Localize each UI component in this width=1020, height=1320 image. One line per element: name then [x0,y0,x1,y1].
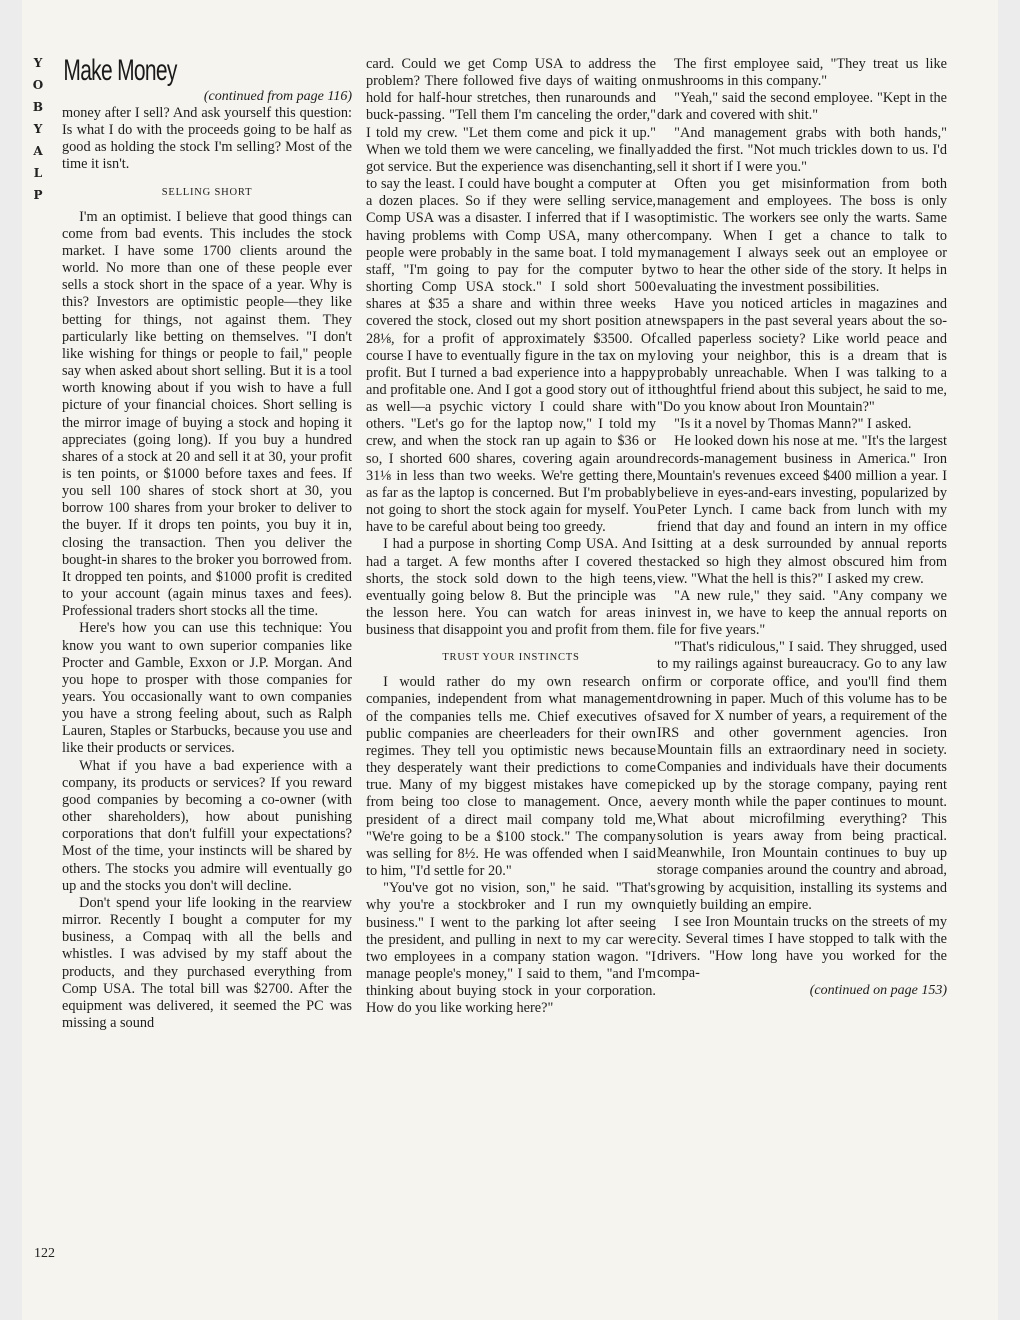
magazine-page [22,0,998,1320]
paragraph: Here's how you can use this technique: You know you want to own superior companies like Procter and Gamble, Exxon or J.P. Morgan. And you hope to prosper with those companies for years. You occasionally want to own companies you have a strong feeling about, such as Ralph Lauren, Staples or Starbucks, because you use and like their products or services. [62,620,352,757]
paragraph: "That's ridiculous," I said. They shrugged, used to my railings against bureaucracy. Go to any law firm or corporate office, and you'll find them drowning in paper. Much of this volume has to be saved for X number of years, a requirement of the IRS and other government agencies. Iron Mountain fills an extraordinary need in society. Companies and individuals have their documents picked up by the storage company, paying rent every month while the paper continues to mount. What about microfilming everything? This solution is years away from being practical. Meanwhile, Iron Mountain continues to buy up storage companies around the country and abroad, growing by acquisition, installing its systems and quietly building an empire. [657,639,947,913]
paragraph: He looked down his nose at me. "It's the largest records-management business in America." Iron Mountain's revenues exceed $400 million a year. I believe in eyes-and-ears investing, popularized by Peter Lynch. I came back from lunch with my friend that day and found an intern in my office sitting at a desk surrounded by annual reports stacked so high they almost obscured him from view. "What the hell is this?" I asked my crew. [657,433,947,587]
paragraph: Don't spend your life looking in the rearview mirror. Recently I bought a computer for my business, a Compaq with all the bells and whistles. I was advised by my staff about the products, and they purchased everything from Comp USA. The total bill was $2700. After the equipment was delivered, it seemed the PC was missing a sound [62,894,352,1031]
article-title: Make Money [63,54,177,87]
masthead-letter: Y [33,122,43,136]
masthead-letter: O [32,78,44,92]
page-number: 122 [34,1246,55,1261]
masthead-letter: L [33,166,43,180]
paragraph: "And management grabs with both hands," added the first. "Not much trickles down to us. I'd sell it short if I were you." [657,124,947,175]
masthead-letter: Y [33,56,43,70]
section-heading-selling-short: SELLING SHORT [161,186,253,198]
masthead-vertical [28,52,48,206]
paragraph: "Is it a novel by Thomas Mann?" I asked. [674,416,912,433]
column-3 [657,56,947,999]
continued-from-note: (continued from page 116) [203,89,352,104]
paragraph: money after I sell? And ask yourself this question: Is what I do with the proceeds going to be half as good as holding the stock I'm selling? Most of the time it isn't. [62,105,352,173]
masthead-letter: B [32,100,44,114]
masthead-letter: A [33,144,43,158]
paragraph: Often you get misinformation from both management and employees. The boss is only optimistic. The workers see only the warts. Same company. When I get a chance to talk to management I always seek out an employee or two to hear the other side of the story. It helps in evaluating the investment possibilities. [657,176,947,296]
paragraph: "You've got no vision, son," he said. "That's why you're a stockbroker and I run my own business." I went to the parking lot after seeing the president, and pulling in next to my car were two employees in a company station wagon. "I manage people's money," I said to them, "and I'm thinking about buying stock in your corporation. How do you like working here?" [366,880,656,1017]
masthead-letter: P [33,188,43,202]
paragraph: Have you noticed articles in magazines and newspapers in the past several years about the so-called paperless society? Like world peace and loving your neighbor, this is a dream that is probably unreachable. When I was talking to a thoughtful friend about this subject, he said to me, "Do you know about Iron Mountain?" [657,296,947,416]
paragraph: I see Iron Mountain trucks on the streets of my city. Several times I have stopped to talk with the drivers. "How long have you worked for the compa- [657,913,947,982]
paragraph: I would rather do my own research on companies, independent from what management of the companies tells me. Chief executives of public companies are cheerleaders for their own regimes. They tell you optimistic news because they desperately want their predictions to come true. Many of my biggest mistakes have come from being too close to management. Once, a president of a direct mail company told me, "We're going to be a $100 stock." The company was selling for 8½. He was offended when I said to him, "I'd settle for 20." [366,674,656,880]
paragraph: What if you have a bad experience with a company, its products or services? If you reward good companies by becoming a co-owner (with other shareholders), how about punishing corporations that don't fulfill your expectations? Most of the time, your instincts will be shared by others. The stocks you admire will eventually go up and the stocks you don't will decline. [62,757,352,894]
continued-on-note: (continued on page 153) [809,983,947,999]
paragraph: I'm an optimist. I believe that good things can come from bad events. This includes the stock market. I have some 1700 clients around the world. No more than one of these people ever sells a stock short in the space of a year. Why is this? Investors are optimistic people—they like betting for things, not against them. They particularly like betting on themselves. "I don't like wishing for things or people to fail," people say when asked about short selling. But it is a tool worth knowing about if you wish to have a full picture of your financial choices. Short selling is the mirror image of buying a stock and hoping it appreciates (going long). If you buy a hundred shares of a stock at 20 and sell it at 30, your profit is ten points, or $1000 before taxes and fees. If you sell 100 shares of stock short at 30, you borrow 100 shares from your broker to deliver to the buyer. If it drops ten points, you buy it in, closing the transaction. Then you deliver the bought-in shares to the broker you borrowed from. It dropped ten points, and $1000 profit is credited to your account (again minus taxes and fees). Professional traders short stocks all the time. [62,208,352,620]
paragraph: "A new rule," they said. "Any company we invest in, we have to keep the annual reports on file for five years." [657,587,947,639]
section-heading-trust-instincts: TRUST YOUR INSTINCTS [442,652,580,664]
paragraph: card. Could we get Comp USA to address the problem? There followed five days of waiting on hold for half-hour stretches, then runarounds and buck-passing. "Tell them I'm canceling the order," I told my crew. "Let them come and pick it up." When we told them we were canceling, we finally got service. But the experience was disenchanting, to say the least. I could have bought a computer at a dozen places. So if they were selling service, Comp USA was a disaster. I inferred that if I was having problems with Comp USA, many other people were probably in the same boat. I told my staff, "I'm going to pay for the computer by shorting Comp USA stock." I sold short 500 shares at $35 a share and within three weeks covered the stock, closed out my short position at 28⅛, for a profit of approximately $3500. Of course I have to eventually figure in the tax on my profit. But I turned a bad experience into a happy and profitable one. And I got a good story out of it as well—a psychic victory I could share with others. "Let's go for the laptop now," I told my crew, and when the stock ran up again to $36 or so, I shorted 600 shares, covering again around 31⅛ in less than two weeks. We're getting there, as far as the laptop is concerned. But I'm probably not going to short the stock again for myself. You have to be careful about being too greedy. [366,56,656,536]
paragraph: The first employee said, "They treat us like mushrooms in this company." [657,56,947,90]
paragraph: I had a purpose in shorting Comp USA. And I had a target. A few months after I covered the shorts, the stock sold down to the high teens, eventually going below 8. But the principle was the lesson here. You can watch for areas in business that disappoint you and profit from them. [366,536,656,639]
column-1 [62,56,352,1032]
column-2 [366,56,656,1017]
paragraph: "Yeah," said the second employee. "Kept in the dark and covered with shit." [657,90,947,124]
